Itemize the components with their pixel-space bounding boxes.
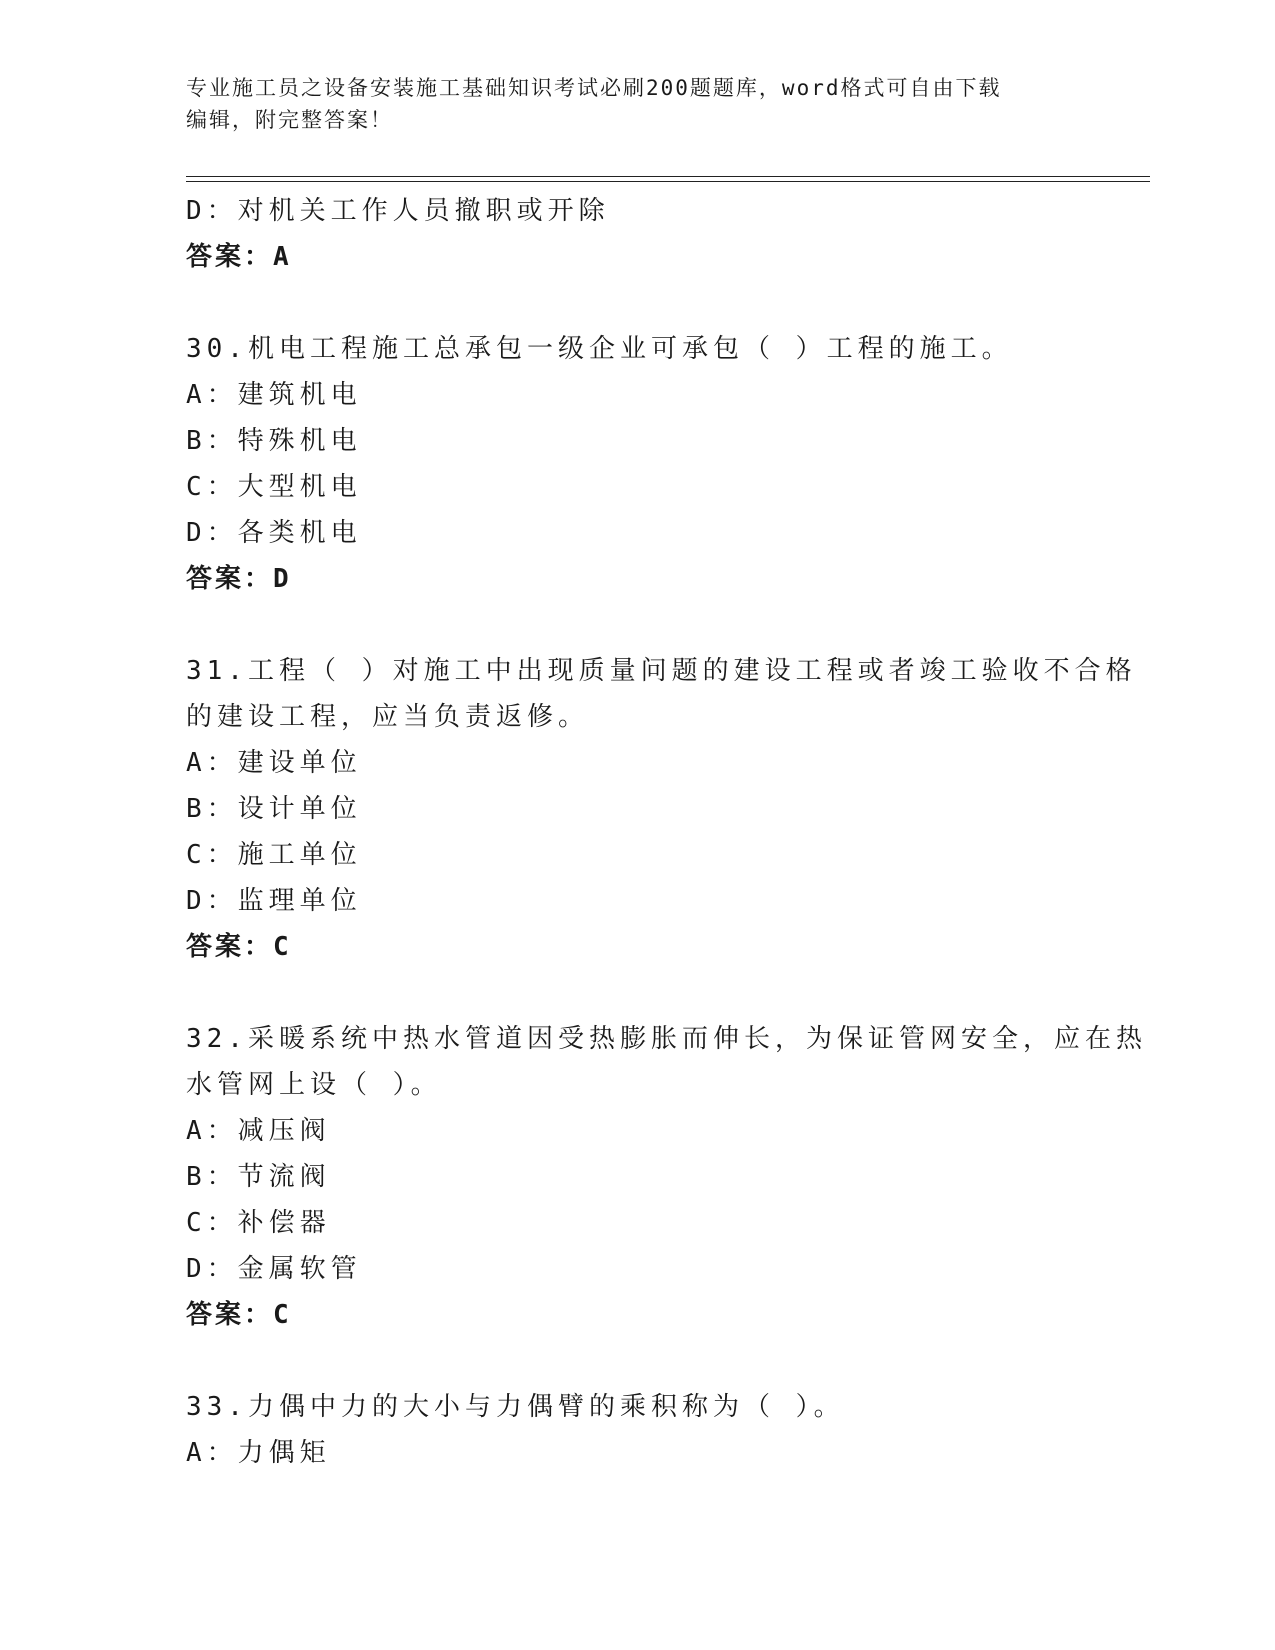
header-divider-bottom — [186, 181, 1150, 182]
option-c: C：大型机电 — [186, 472, 362, 502]
question-stem: 32.采暖系统中热水管道因受热膨胀而伸长，为保证管网安全，应在热 — [186, 1024, 1147, 1054]
option-b: B：特殊机电 — [186, 426, 362, 456]
answer-line: 答案：C — [186, 932, 292, 962]
option-a: A：建设单位 — [186, 748, 362, 778]
question-31 — [186, 648, 1137, 970]
previous-question-tail — [186, 188, 1086, 280]
option-c: C：施工单位 — [186, 840, 362, 870]
answer-line: 答案：A — [186, 242, 292, 272]
option-d: D：金属软管 — [186, 1254, 362, 1284]
header-title-line-1: 专业施工员之设备安装施工基础知识考试必刷200题题库，word格式可自由下载 — [186, 76, 1002, 100]
question-stem: 30.机电工程施工总承包一级企业可承包（ ）工程的施工。 — [186, 334, 1013, 364]
answer-line: 答案：C — [186, 1300, 292, 1330]
question-33 — [186, 1384, 1086, 1476]
question-list — [186, 188, 1147, 1476]
spacer — [186, 970, 1086, 1016]
header-divider-top — [186, 176, 1150, 177]
header-title-line-2: 编辑，附完整答案！ — [186, 108, 393, 132]
option-b: B：设计单位 — [186, 794, 362, 824]
option-a: A：减压阀 — [186, 1116, 331, 1146]
option-b: B：节流阀 — [186, 1162, 331, 1192]
option-a: A：力偶矩 — [186, 1438, 331, 1468]
option-d: D：各类机电 — [186, 518, 362, 548]
question-30 — [186, 326, 1086, 602]
question-stem-continued: 的建设工程，应当负责返修。 — [186, 702, 590, 732]
question-32 — [186, 1016, 1147, 1338]
question-stem: 31.工程（ ）对施工中出现质量问题的建设工程或者竣工验收不合格 — [186, 656, 1137, 686]
option-c: C：补偿器 — [186, 1208, 331, 1238]
spacer — [186, 280, 1086, 326]
answer-line: 答案：D — [186, 564, 292, 594]
spacer — [186, 602, 1086, 648]
option-a: A：建筑机电 — [186, 380, 362, 410]
question-stem-continued: 水管网上设（ ）。 — [186, 1070, 442, 1100]
option-d: D：对机关工作人员撤职或开除 — [186, 196, 610, 226]
spacer — [186, 1338, 1086, 1384]
question-stem: 33.力偶中力的大小与力偶臂的乘积称为（ ）。 — [186, 1392, 845, 1422]
document-header — [186, 72, 1086, 136]
option-d: D：监理单位 — [186, 886, 362, 916]
